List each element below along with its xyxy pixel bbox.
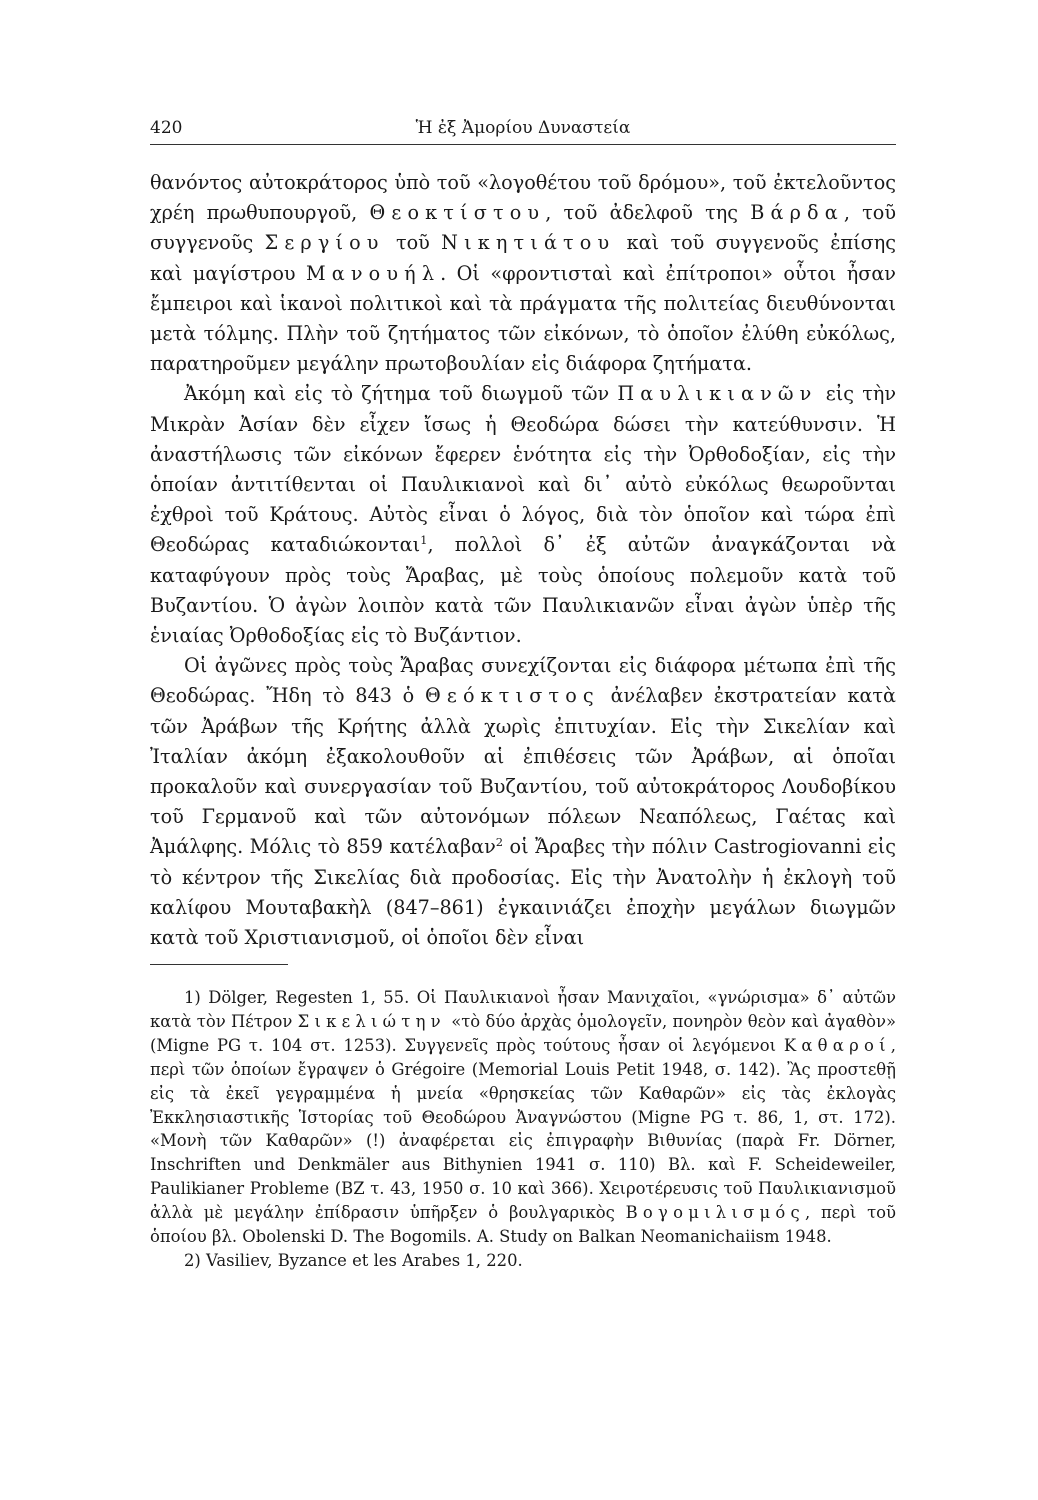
paragraph-3: Οἱ ἀγῶνες πρὸς τοὺς Ἄραβας συνεχίζονται εἰς διάφορα μέτωπα ἐπὶ τῆς Θεοδώρας. Ἤδη τὸ 843 ὁ Θεόκτιστος ἀνέλαβεν ἐκστρατείαν κατὰ τῶν Ἀράβων τῆς Κρήτης ἀλλὰ χωρὶς ἐπιτυχίαν. Εἰς τὴν Σικελίαν καὶ Ἰταλίαν ἀκόμη ἐξακολουθοῦν αἱ ἐπιθέσεις τῶν Ἀράβων, αἱ ὁποῖαι προκαλοῦν καὶ συνεργασίαν τοῦ Βυζαντίου, τοῦ αὐτοκράτορος Λουδοβίκου τοῦ Γερμανοῦ καὶ τῶν αὐτονόμων πόλεων Νεαπόλεως, Γαέτας καὶ Ἀμάλφης. Μόλις τὸ 859 κατέλαβαν$^2$ οἱ Ἄραβες τὴν πόλιν Castrogiovanni εἰς τὸ κέντρον τῆς Σικελίας διὰ προδοσίας. Εἰς τὴν Ἀνατολὴν ἡ ἐκλογὴ τοῦ καλίφου Μουταβακὴλ (847–861) ἐγκαινιάζει ἐποχὴν μεγάλων διωγμῶν κατὰ τοῦ Χριστιανισμοῦ, οἱ ὁποῖοι δὲν εἶναι xyxy=(150,654,896,950)
footnote-2: 2) Vasiliev, Byzance et les Arabes 1, 220. xyxy=(184,1250,523,1270)
running-header xyxy=(150,118,896,140)
paragraph-1: θανόντος αὐτοκράτορος ὑπὸ τοῦ «λογοθέτου τοῦ δρόμου», τοῦ ἐκτελοῦντος χρέη πρωθυπουργοῦ, Θεοκτίστου, τοῦ ἀδελφοῦ της Βάρδα, τοῦ συγγενοῦς Σεργίου τοῦ Νικητιάτου καὶ τοῦ συγγενοῦς ἐπίσης καὶ μαγίστρου Μανουήλ. Οἱ «φροντισταὶ καὶ ἐπίτροποι» οὗτοι ἦσαν ἔμπειροι καὶ ἱκανοὶ πολιτικοὶ καὶ τὰ πράγματα τῆς πολιτείας διευθύνονται μετὰ τόλμης. Πλὴν τοῦ ζητήματος τῶν εἰκόνων, τὸ ὁποῖον ἐλύθη εὐκόλως, παρατηροῦμεν μεγάλην πρωτοβουλίαν εἰς διάφορα ζητήματα. xyxy=(150,171,897,376)
running-title: Ἡ ἐξ Ἀμορίου Δυναστεία xyxy=(415,118,631,138)
page-number: 420 xyxy=(150,118,183,138)
footnote-1: 1) Dölger, Regesten 1, 55. Οἱ Παυλικιανοὶ ἦσαν Μανιχαῖοι, «γνώρισμα» δ᾽ αὐτῶν κατὰ τὸν Πέτρον Σικελιώτην «τὸ δύο ἀρχὰς ὁμολογεῖν, πονηρὸν θεὸν καὶ ἀγαθὸν» (Migne PG τ. 104 στ. 1253). Συγγενεῖς πρὸς τούτους ἦσαν οἱ λεγόμενοι Καθαροί, περὶ τῶν ὁποίων ἔγραψεν ὁ Grégoire (Memorial Louis Petit 1948, σ. 142). Ἂς προστεθῇ εἰς τὰ ἐκεῖ γεγραμμένα ἡ μνεία «θρησκείας τῶν Καθαρῶν» εἰς τὰς ἐκλογὰς Ἐκκλησιαστικῆς Ἱστορίας τοῦ Θεοδώρου Ἀναγνώστου (Migne PG τ. 86, 1, στ. 172). «Μονὴ τῶν Καθαρῶν» (!) ἀναφέρεται εἰς ἐπιγραφὴν Βιθυνίας (παρὰ Fr. Dörner, Inschriften und Denkmäler aus Bithynien 1941 σ. 110) Βλ. καὶ F. Scheideweiler, Paulikianer Probleme (BZ τ. 43, 1950 σ. 10 καὶ 366). Χειροτέρευσις τοῦ Παυλικιανισμοῦ ἀλλὰ μὲ μεγάλην ἐπίδρασιν ὑπῆρξεν ὁ βουλγαρικὸς Βογομιλισμός, περὶ τοῦ ὁποίου βλ. Obolenski D. The Bogomils. A. Study on Balkan Neomanichaiism 1948. xyxy=(150,988,896,1247)
footnote-rule xyxy=(150,964,288,965)
paragraph-2: Ἀκόμη καὶ εἰς τὸ ζήτημα τοῦ διωγμοῦ τῶν Παυλικιανῶν εἰς τὴν Μικρὰν Ἀσίαν δὲν εἶχεν ἴσως ἡ Θεοδώρα δώσει τὴν κατεύθυνσιν. Ἡ ἀναστήλωσις τῶν εἰκόνων ἔφερεν ἑνότητα εἰς τὴν Ὀρθοδοξίαν, εἰς τὴν ὁποίαν ἀντιτίθενται οἱ Παυλικιανοὶ καὶ δι᾽ αὐτὸ εὐκόλως θεωροῦνται ἐχθροὶ τοῦ Κράτους. Αὐτὸς εἶναι ὁ λόγος, διὰ τὸν ὁποῖον καὶ τώρα ἐπὶ Θεοδώρας καταδιώκονται$^1$, πολλοὶ δ᾽ ἐξ αὐτῶν ἀναγκάζονται νὰ καταφύγουν πρὸς τοὺς Ἄραβας, μὲ τοὺς ὁποίους πολεμοῦν κατὰ τοῦ Βυζαντίου. Ὁ ἀγὼν λοιπὸν κατὰ τῶν Παυλικιανῶν εἶναι ἀγὼν ὑπὲρ τῆς ἑνιαίας Ὀρθοδοξίας εἰς τὸ Βυζάντιον. xyxy=(150,382,896,648)
header-rule xyxy=(150,144,896,145)
main-text xyxy=(150,168,896,953)
footnote-ref-1: 1 xyxy=(420,533,428,548)
footnote-ref-2: 2 xyxy=(495,835,504,850)
footnotes xyxy=(150,986,896,1273)
